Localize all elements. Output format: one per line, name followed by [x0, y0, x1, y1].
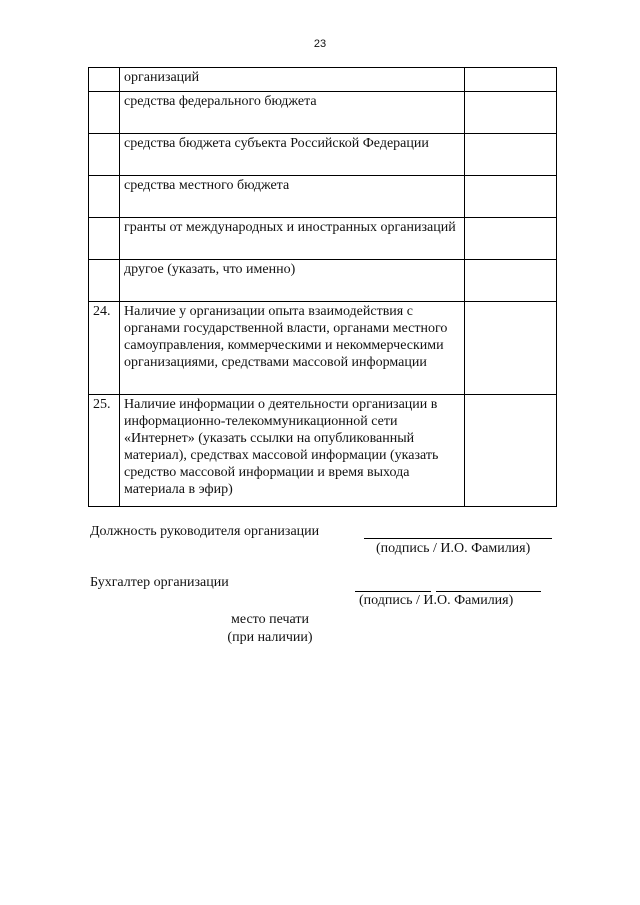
row-number: [89, 92, 120, 134]
row-text: средства бюджета субъекта Российской Федерации: [120, 134, 465, 176]
row-number: [89, 260, 120, 302]
row-text: Наличие информации о деятельности организации в информационно-телекоммуникационной сети «Интернет» (указать ссылки на опубликованный материал), средствах массовой информации (указать средство массовой информации и время выхода материала в эфир): [120, 395, 465, 507]
head-position-label: Должность руководителя организации: [90, 524, 320, 539]
row-number: [89, 176, 120, 218]
row-text: гранты от международных и иностранных организаций: [120, 218, 465, 260]
row-value[interactable]: [465, 92, 557, 134]
row-value[interactable]: [465, 218, 557, 260]
row-text: средства федерального бюджета: [120, 92, 465, 134]
accountant-signature-caption: (подпись / И.О. Фамилия): [359, 593, 514, 608]
row-value[interactable]: [465, 395, 557, 507]
seal-place-label: место печати: [231, 612, 309, 627]
page-number: 23: [313, 38, 327, 50]
table-row: [89, 176, 557, 218]
table-row: [89, 395, 557, 507]
row-text: другое (указать, что именно): [120, 260, 465, 302]
row-value[interactable]: [465, 176, 557, 218]
accountant-signature-field[interactable]: [355, 591, 431, 592]
row-number: 24.: [89, 302, 120, 395]
accountant-label: Бухгалтер организации: [90, 575, 229, 590]
table-row: [89, 92, 557, 134]
row-text: организаций: [120, 68, 465, 92]
row-number: [89, 68, 120, 92]
table-row: [89, 260, 557, 302]
row-number: [89, 134, 120, 176]
head-signature-caption: (подпись / И.О. Фамилия): [376, 541, 531, 556]
accountant-name-field[interactable]: [436, 591, 541, 592]
table-row: [89, 134, 557, 176]
table-row: [89, 302, 557, 395]
row-value[interactable]: [465, 302, 557, 395]
table-row: [89, 68, 557, 92]
row-value[interactable]: [465, 134, 557, 176]
row-text: средства местного бюджета: [120, 176, 465, 218]
row-number: [89, 218, 120, 260]
row-value[interactable]: [465, 260, 557, 302]
head-signature-field[interactable]: [364, 538, 552, 539]
data-table: [88, 67, 557, 507]
table-row: [89, 218, 557, 260]
row-value[interactable]: [465, 68, 557, 92]
row-number: 25.: [89, 395, 120, 507]
seal-optional-note: (при наличии): [227, 630, 313, 645]
row-text: Наличие у организации опыта взаимодействия с органами государственной власти, органами местного самоуправления, коммерческими и некоммерческими организациями, средствами массовой информации: [120, 302, 465, 395]
